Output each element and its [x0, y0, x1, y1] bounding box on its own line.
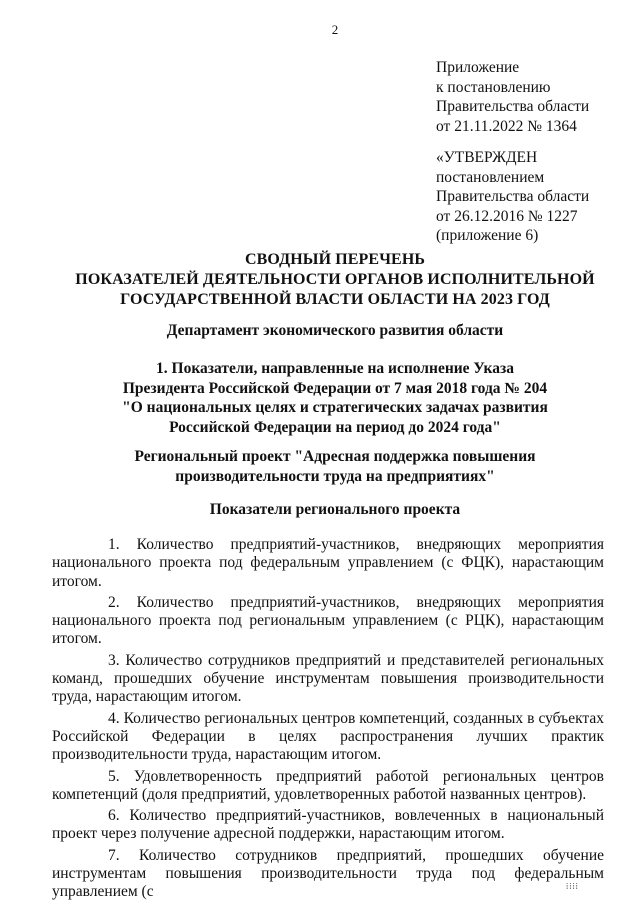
approval-line: постановлением [436, 168, 545, 186]
department-heading: Департамент экономического развития области [166, 322, 504, 339]
approval-line: от 26.12.2016 № 1227 [436, 207, 578, 225]
indicators-subheading: Показатели регионального проекта [209, 501, 461, 518]
indicator-item: 6. Количество предприятий-участников, вовлеченных в национальный проект через получение адресной поддержки, нарастающим итогом. [52, 807, 604, 843]
section-line: Президента Российской Федерации от 7 мая 2018 года № 204 [122, 379, 548, 397]
indicator-item: 3. Количество сотрудников предприятий и представителей региональных команд, прошедших обучение инструментам повышения производительности труда, нарастающим итогом. [52, 651, 604, 706]
approval-line: Правительства области [436, 188, 590, 205]
indicator-list [52, 536, 604, 905]
project-line: Региональный проект "Адресная поддержка повышения [134, 448, 536, 465]
appendix-reference [436, 58, 636, 136]
document-title [60, 250, 610, 310]
indicator-item: 1. Количество предприятий-участников, внедряющих мероприятия национального проекта под федеральным управлением (с ФЦК), нарастающим итогом. [52, 536, 604, 590]
title-line: СВОДНЫЙ ПЕРЕЧЕНЬ [244, 251, 426, 268]
title-line: ГОСУДАРСТВЕННОЙ ВЛАСТИ ОБЛАСТИ НА 2023 ГОД [120, 291, 550, 308]
indicator-item: 4. Количество региональных центров компетенций, созданных в субъектах Российской Федерации в целях распространения лучших практик производительности труда, нарастающим итогом. [52, 709, 604, 764]
project-line: производительности труда на предприятиях" [175, 467, 495, 485]
regional-project-heading [60, 447, 610, 486]
scan-barcode-mark: ⁞⁞⁞⁞ [566, 882, 579, 891]
approval-line: (приложение 6) [436, 227, 539, 244]
approval-stamp-text [436, 148, 636, 246]
appendix-line: от 21.11.2022 № 1364 [436, 117, 577, 135]
approval-line: «УТВЕРЖДЕН [436, 149, 538, 166]
title-line: ПОКАЗАТЕЛЕЙ ДЕЯТЕЛЬНОСТИ ОРГАНОВ ИСПОЛНИТЕЛЬНОЙ [75, 271, 595, 288]
appendix-line: Приложение [436, 59, 520, 76]
page-number: 2 [331, 22, 339, 37]
indicator-item: 7. Количество сотрудников предприятий, прошедших обучение инструментам повышения производительности труда под федеральным управлением (с [52, 846, 604, 901]
indicator-item: 5. Удовлетворенность предприятий работой региональных центров компетенций (доля предприятий, удовлетворенных работой названных центров). [52, 767, 604, 803]
appendix-line: Правительства области [436, 98, 590, 115]
section-line: 1. Показатели, направленные на исполнение Указа [156, 360, 514, 377]
section-line: Российской Федерации на период до 2024 года" [169, 418, 501, 436]
section-heading [60, 359, 610, 437]
appendix-line: к постановлению [436, 78, 551, 96]
section-line: "О национальных целях и стратегических задачах развития [122, 399, 548, 416]
indicator-item: 2. Количество предприятий-участников, внедряющих мероприятия национального проекта под региональным управлением (с РЦК), нарастающим итогом. [52, 593, 604, 648]
